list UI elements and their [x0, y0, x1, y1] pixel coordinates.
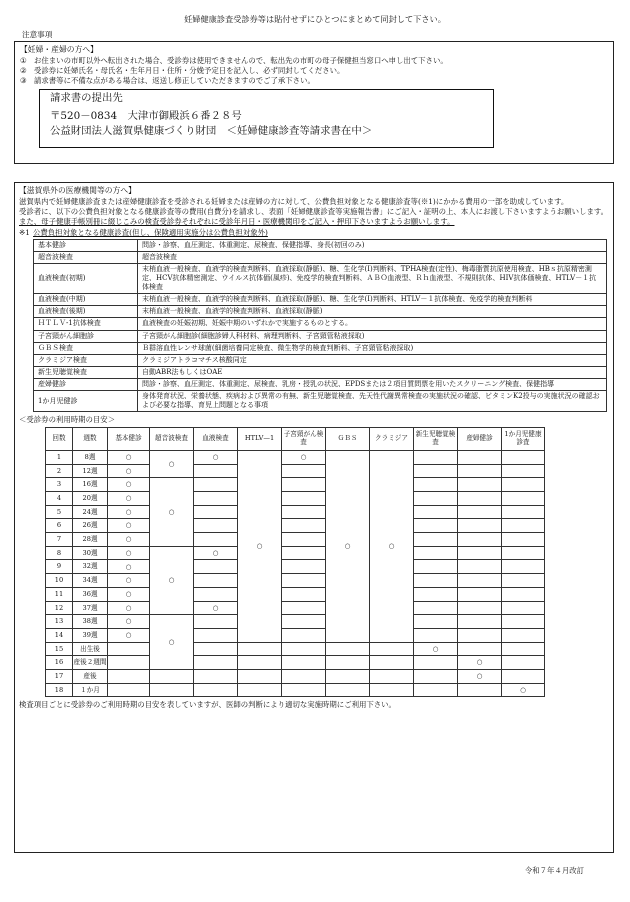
schedule-cell	[370, 656, 414, 670]
schedule-cell	[458, 642, 502, 656]
schedule-mark: ○	[150, 615, 194, 670]
week-label: 30週	[73, 546, 108, 560]
exam-table	[33, 239, 607, 412]
table-row	[46, 533, 545, 547]
schedule-cell	[194, 683, 238, 697]
schedule-mark: ○	[194, 601, 238, 615]
schedule-cell	[194, 560, 238, 574]
table-row	[46, 560, 545, 574]
footnote	[19, 228, 609, 238]
week-label: 39週	[73, 628, 108, 642]
schedule-mark: ○	[108, 615, 150, 629]
schedule-mark: ○	[108, 492, 150, 506]
table-row	[46, 574, 545, 588]
schedule-cell	[458, 492, 502, 506]
schedule-cell	[108, 656, 150, 670]
note-text: 公費負担対象となる健康診査(但し、保険適用実施分は公費負担対象外)	[33, 228, 268, 238]
visit-number: 10	[46, 574, 73, 588]
schedule-cell	[502, 628, 545, 642]
address-line: 〒520－0834 大津市御殿浜６番２８号	[50, 110, 242, 123]
list-item	[20, 56, 608, 66]
item-number: ③	[20, 75, 27, 85]
exam-name: 血液検査(初期)	[34, 264, 138, 294]
visit-number: 1	[46, 450, 73, 464]
item-text: 受診券に妊婦氏名・母氏名・生年月日・住所・分娩予定日を記入し、必ず同封してください。	[34, 66, 345, 76]
table-row	[46, 478, 545, 492]
exam-description: Ｂ群溶血性レンサ球菌(細菌培養同定検査、微生物学的検査判断料、子宮頸管粘液採取)	[138, 342, 607, 354]
schedule-header: 子宮頸がん検査	[282, 427, 326, 450]
schedule-mark: ○	[108, 450, 150, 464]
table-row	[34, 378, 607, 390]
schedule-mark: ○	[370, 450, 414, 642]
schedule-cell	[414, 601, 458, 615]
schedule-cell	[502, 560, 545, 574]
schedule-cell	[282, 492, 326, 506]
schedule-cell	[194, 464, 238, 478]
paragraph: 受診者に、以下の公費負担対象となる健康診査等の費用(自費分)を請求し、表面「妊婦健康診査等実施報告書」にご記入・証明の上、本人にお渡し下さいますようお願いします。	[19, 207, 609, 217]
schedule-cell	[282, 628, 326, 642]
visit-number: 18	[46, 683, 73, 697]
visit-number: 3	[46, 478, 73, 492]
schedule-cell	[502, 478, 545, 492]
table-row	[46, 642, 545, 656]
schedule-mark: ○	[150, 546, 194, 614]
week-label: 36週	[73, 587, 108, 601]
week-label: 12週	[73, 464, 108, 478]
table-row	[46, 464, 545, 478]
table-row	[34, 264, 607, 294]
schedule-mark: ○	[282, 450, 326, 464]
item-text: お住まいの市町以外へ転出された場合、受診券は使用できませんので、転出先の市町の母子保健担当窓口へ申し出て下さい。	[34, 56, 448, 66]
schedule-cell	[194, 478, 238, 492]
table-row	[34, 318, 607, 330]
schedule-title: ＜受診券の利用時期の目安＞	[19, 415, 116, 425]
week-label: 28週	[73, 533, 108, 547]
schedule-cell	[502, 601, 545, 615]
schedule-header: 超音波検査	[150, 427, 194, 450]
visit-number: 9	[46, 560, 73, 574]
schedule-mark: ○	[108, 560, 150, 574]
table-row	[46, 587, 545, 601]
schedule-header: 基本健診	[108, 427, 150, 450]
exam-description: 末梢血液一般検査、血液学的検査判断料、血液採取(静脈)、糖、生化学(Ⅰ)判断料、HTLV－１抗体検査、免疫学的検査判断料	[138, 294, 607, 306]
schedule-mark: ○	[108, 533, 150, 547]
schedule-cell	[282, 478, 326, 492]
visit-number: 12	[46, 601, 73, 615]
week-label: 産後２週間	[73, 656, 108, 670]
schedule-cell	[414, 533, 458, 547]
week-label: 32週	[73, 560, 108, 574]
visit-number: 13	[46, 615, 73, 629]
visit-number: 16	[46, 656, 73, 670]
week-label: 26週	[73, 519, 108, 533]
schedule-cell	[458, 546, 502, 560]
schedule-cell	[502, 546, 545, 560]
schedule-cell	[458, 615, 502, 629]
schedule-cell	[458, 628, 502, 642]
schedule-mark: ○	[108, 505, 150, 519]
schedule-cell	[502, 533, 545, 547]
schedule-cell	[502, 615, 545, 629]
schedule-cell	[238, 642, 282, 656]
visit-number: 11	[46, 587, 73, 601]
revision-date: 令和７年４月改訂	[524, 866, 584, 875]
schedule-mark: ○	[238, 450, 282, 642]
schedule-cell	[370, 683, 414, 697]
schedule-cell	[458, 464, 502, 478]
schedule-header: 血液検査	[194, 427, 238, 450]
schedule-table	[45, 427, 545, 697]
schedule-cell	[502, 642, 545, 656]
exam-name: 超音波検査	[34, 251, 138, 263]
schedule-mark: ○	[458, 669, 502, 683]
schedule-cell	[194, 615, 238, 629]
schedule-header: ＧＢＳ	[326, 427, 370, 450]
schedule-cell	[414, 464, 458, 478]
exam-description: 血液検査の妊娠初期、妊娠中期のいずれかで実施するものとする。	[138, 318, 607, 330]
exam-name: ＨＴＬＶ-1抗体検査	[34, 318, 138, 330]
schedule-cell	[414, 519, 458, 533]
visit-number: 17	[46, 669, 73, 683]
schedule-cell	[414, 628, 458, 642]
schedule-cell	[458, 560, 502, 574]
schedule-cell	[282, 464, 326, 478]
schedule-cell	[502, 505, 545, 519]
schedule-cell	[194, 492, 238, 506]
schedule-cell	[414, 669, 458, 683]
schedule-cell	[458, 574, 502, 588]
exam-description: 問診・診察、血圧測定、体重測定、尿検査、乳房・授乳の状況、EPDSまたは２項目質問票を用いたスクリーニング検査、保健指導	[138, 378, 607, 390]
schedule-cell	[458, 683, 502, 697]
week-label: 産後	[73, 669, 108, 683]
schedule-mark: ○	[108, 601, 150, 615]
visit-number: 5	[46, 505, 73, 519]
schedule-cell	[150, 669, 194, 683]
schedule-cell	[238, 656, 282, 670]
table-row	[34, 306, 607, 318]
table-row	[46, 669, 545, 683]
table-row	[46, 546, 545, 560]
schedule-cell	[282, 574, 326, 588]
schedule-header: 週数	[73, 427, 108, 450]
week-label: 38週	[73, 615, 108, 629]
exam-name: 基本健診	[34, 239, 138, 251]
schedule-mark: ○	[108, 628, 150, 642]
schedule-cell	[502, 574, 545, 588]
visit-number: 4	[46, 492, 73, 506]
visit-number: 14	[46, 628, 73, 642]
schedule-cell	[194, 628, 238, 642]
schedule-cell	[282, 546, 326, 560]
table-row	[34, 294, 607, 306]
schedule-cell	[414, 450, 458, 464]
schedule-cell	[502, 669, 545, 683]
schedule-cell	[326, 656, 370, 670]
schedule-cell	[414, 492, 458, 506]
schedule-cell	[414, 574, 458, 588]
table-row	[46, 615, 545, 629]
schedule-cell	[502, 492, 545, 506]
submission-address-box	[39, 89, 494, 148]
schedule-cell	[194, 656, 238, 670]
schedule-cell	[282, 587, 326, 601]
table-row	[34, 366, 607, 378]
schedule-cell	[282, 560, 326, 574]
schedule-cell	[194, 505, 238, 519]
schedule-cell	[238, 683, 282, 697]
exam-description: クラミジアトラコマチス核酸同定	[138, 354, 607, 366]
schedule-cell	[414, 656, 458, 670]
table-row	[34, 342, 607, 354]
schedule-cell	[108, 683, 150, 697]
exam-name: 血液検査(中期)	[34, 294, 138, 306]
schedule-cell	[370, 669, 414, 683]
schedule-cell	[238, 669, 282, 683]
schedule-cell	[326, 642, 370, 656]
list-item	[20, 66, 608, 76]
exam-name: 血液検査(後期)	[34, 306, 138, 318]
schedule-cell	[194, 669, 238, 683]
schedule-mark: ○	[194, 546, 238, 560]
week-label: 20週	[73, 492, 108, 506]
schedule-cell	[414, 505, 458, 519]
visit-number: 2	[46, 464, 73, 478]
visit-number: 15	[46, 642, 73, 656]
medical-institutions-section	[14, 182, 614, 853]
week-label: 8週	[73, 450, 108, 464]
schedule-cell	[108, 669, 150, 683]
visit-number: 8	[46, 546, 73, 560]
table-row	[46, 519, 545, 533]
exam-name: クラミジア検査	[34, 354, 138, 366]
schedule-cell	[282, 669, 326, 683]
schedule-mark: ○	[108, 546, 150, 560]
schedule-cell	[282, 505, 326, 519]
week-label: １か月	[73, 683, 108, 697]
schedule-footnote: 検査項目ごとに受診券のご利用時期の目安を表していますが、医師の判断により適切な実施時期にご利用下さい。	[19, 700, 396, 710]
schedule-mark: ○	[150, 478, 194, 546]
table-row	[46, 492, 545, 506]
page-title: 妊婦健康診査受診券等は貼付せずにひとつにまとめて同封して下さい。	[184, 14, 446, 24]
exam-name: 産婦健診	[34, 378, 138, 390]
schedule-cell	[194, 642, 238, 656]
visit-number: 6	[46, 519, 73, 533]
visit-number: 7	[46, 533, 73, 547]
list-item	[20, 76, 608, 86]
schedule-cell	[414, 587, 458, 601]
exam-description: 子宮頸がん細胞診(細胞診婦人科材料、病理判断料、子宮頸管粘液採取)	[138, 330, 607, 342]
paragraph: 滋賀県内で妊婦健康診査または産婦健康診査を受診される妊婦または産婦の方に対して、公費負担対象となる健康診査等(※1)にかかる費用の一部を助成しています。	[19, 197, 569, 207]
table-row	[46, 450, 545, 464]
pregnant-women-section	[14, 41, 614, 164]
schedule-cell	[194, 574, 238, 588]
schedule-cell	[458, 519, 502, 533]
schedule-mark: ○	[108, 478, 150, 492]
schedule-cell	[414, 560, 458, 574]
schedule-cell	[282, 601, 326, 615]
table-row	[34, 330, 607, 342]
exam-name: 1か月児健診	[34, 391, 138, 412]
note-number: ※1	[19, 228, 30, 238]
schedule-cell	[458, 587, 502, 601]
week-label: 出生後	[73, 642, 108, 656]
schedule-cell	[502, 519, 545, 533]
schedule-cell	[194, 519, 238, 533]
schedule-cell	[414, 478, 458, 492]
schedule-cell	[458, 478, 502, 492]
table-row	[34, 391, 607, 412]
schedule-mark: ○	[108, 519, 150, 533]
exam-name: 新生児聴覚検査	[34, 366, 138, 378]
table-row	[46, 601, 545, 615]
schedule-cell	[282, 519, 326, 533]
schedule-cell	[502, 587, 545, 601]
exam-description: 問診・診察、血圧測定、体重測定、尿検査、保健指導、身長(初回のみ)	[138, 239, 607, 251]
schedule-cell	[282, 642, 326, 656]
section-title: 【滋賀県外の医療機関等の方へ】	[19, 186, 136, 195]
exam-name: 子宮頸がん細胞診	[34, 330, 138, 342]
notice-list	[20, 56, 608, 85]
exam-name: ＧＢＳ検査	[34, 342, 138, 354]
schedule-mark: ○	[108, 574, 150, 588]
schedule-header: 産婦健診	[458, 427, 502, 450]
exam-description: 自動ABR法もしくはOAE	[138, 366, 607, 378]
exam-description: 末梢血液一般検査、血液学的検査判断料、血液採取(静脈)、糖、生化学(Ⅰ)判断料、TPHA検査(定性)、梅毒脂質抗原使用検査、HBｓ抗原精密測定、HCV抗体精密測定、ウイルス抗体価(風疹)、免疫学的検査判断料、ＡＢＯ血液型、Ｒｈ血液型、不規則抗体、HIV抗体価検査、HTLV－１抗体検査	[138, 264, 607, 294]
schedule-mark: ○	[108, 587, 150, 601]
exam-description: 身体発育状況、栄養状態、疾病および異常の有無、新生児聴覚検査、先天性代謝異常検査の実施状況の確認、ビタミンK2投与の実施状況の確認および必要な指導、育児上問題となる事項	[138, 391, 607, 412]
notes-heading: 注意事項	[22, 30, 53, 39]
schedule-cell	[414, 683, 458, 697]
item-number: ②	[20, 66, 27, 76]
table-row	[34, 354, 607, 366]
table-row	[46, 505, 545, 519]
table-row	[34, 251, 607, 263]
schedule-cell	[282, 656, 326, 670]
schedule-mark: ○	[194, 450, 238, 464]
week-label: 16週	[73, 478, 108, 492]
schedule-header: 新生児聴覚検査	[414, 427, 458, 450]
schedule-mark: ○	[502, 683, 545, 697]
schedule-cell	[326, 683, 370, 697]
table-row	[46, 683, 545, 697]
schedule-cell	[194, 587, 238, 601]
schedule-mark: ○	[326, 450, 370, 642]
schedule-cell	[370, 642, 414, 656]
schedule-cell	[282, 533, 326, 547]
schedule-cell	[458, 601, 502, 615]
week-label: 24週	[73, 505, 108, 519]
week-label: 34週	[73, 574, 108, 588]
item-text: 請求書等に不備な点がある場合は、返送し修正していただきますのでご了承下さい。	[34, 75, 315, 85]
schedule-cell	[502, 464, 545, 478]
schedule-cell	[108, 642, 150, 656]
schedule-cell	[326, 669, 370, 683]
schedule-cell	[282, 615, 326, 629]
schedule-cell	[458, 533, 502, 547]
schedule-mark: ○	[458, 656, 502, 670]
exam-description: 超音波検査	[138, 251, 607, 263]
table-row	[46, 628, 545, 642]
schedule-cell	[282, 683, 326, 697]
schedule-cell	[458, 505, 502, 519]
address-recipient: 公益財団法人滋賀県健康づくり財団 ＜妊婦健康診査等請求書在中＞	[50, 125, 373, 138]
schedule-cell	[458, 450, 502, 464]
address-title: 請求書の提出先	[50, 91, 123, 104]
schedule-header: クラミジア	[370, 427, 414, 450]
table-row	[34, 239, 607, 251]
schedule-mark: ○	[414, 642, 458, 656]
week-label: 37週	[73, 601, 108, 615]
schedule-header: 1か月児健康診査	[502, 427, 545, 450]
schedule-cell	[194, 533, 238, 547]
schedule-cell	[414, 615, 458, 629]
table-row	[46, 656, 545, 670]
schedule-cell	[502, 656, 545, 670]
schedule-cell	[150, 683, 194, 697]
section-title: 【妊婦・産婦の方へ】	[20, 45, 98, 54]
paragraph-underlined: また、母子健康手帳別冊に綴じこみの検査受診券それぞれに受診年月日・医療機関印をご記入・押印下さいますようお願いします。	[19, 217, 455, 227]
schedule-header: 回数	[46, 427, 73, 450]
schedule-cell	[414, 546, 458, 560]
schedule-mark: ○	[150, 450, 194, 477]
item-number: ①	[20, 56, 27, 66]
exam-description: 末梢血液一般検査、血液学的検査判断料、血液採取(静脈)	[138, 306, 607, 318]
schedule-header: HTLV—1	[238, 427, 282, 450]
schedule-cell	[502, 450, 545, 464]
schedule-mark: ○	[108, 464, 150, 478]
